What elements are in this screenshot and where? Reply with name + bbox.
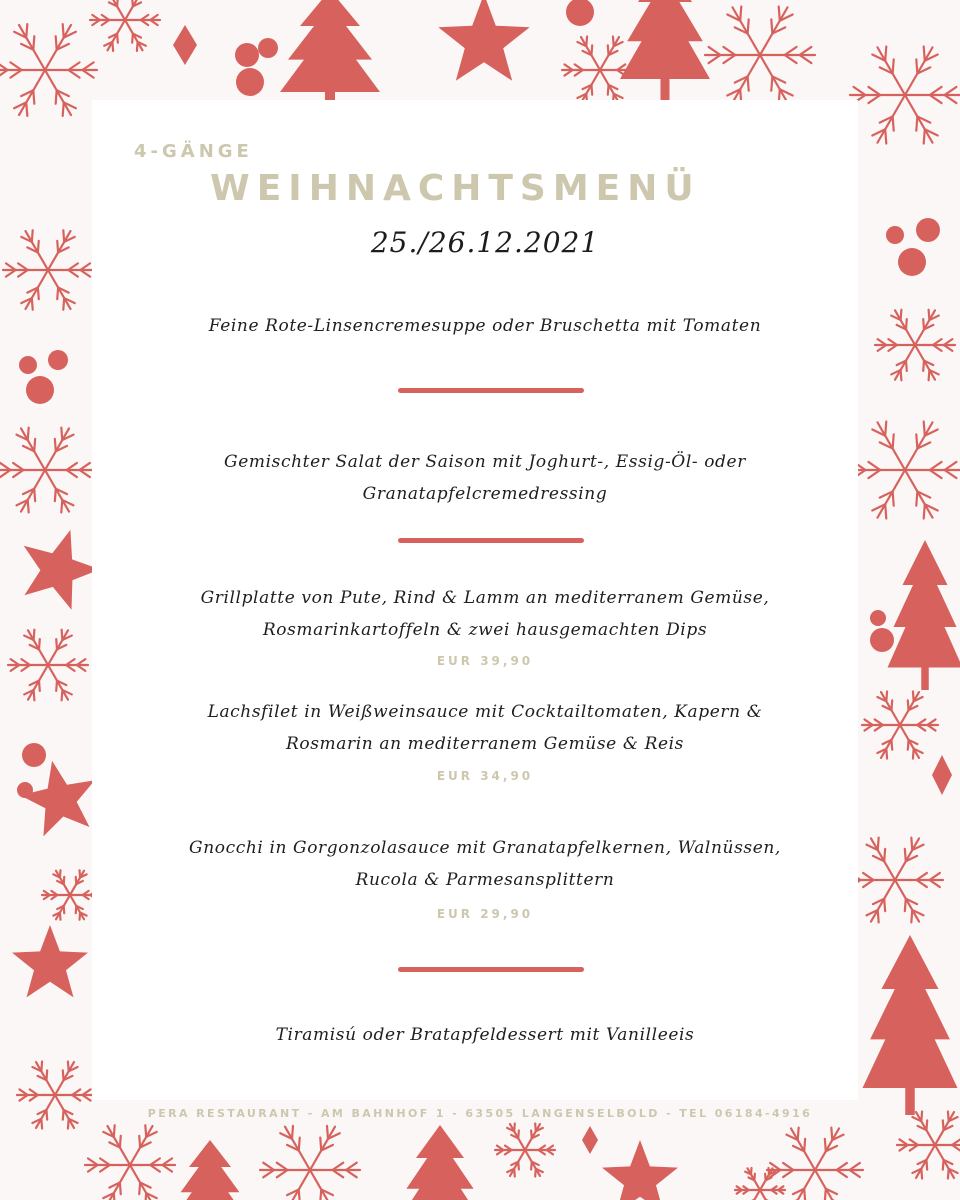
menu-kicker: 4-GÄNGE [134,141,253,162]
divider-2 [398,538,584,543]
course-main-gnocchi-line-2: Rucola & Parmesansplittern [355,870,615,890]
star-icon [438,0,529,81]
star-icon [12,925,88,997]
snowflake-icon [862,691,938,758]
christmas-tree-icon [620,0,710,100]
divider-3 [398,967,584,972]
restaurant-footer: PERA RESTAURANT - AM BAHNHOF 1 - 63505 LANGENSELBOLD - TEL 06184-4916 [147,1107,813,1120]
ornament-ball-icon [916,218,940,242]
course-starter-line-1: Feine Rote-Linsencremesuppe oder Bruschetta mit Tomaten [208,316,762,336]
snowflake-icon [850,421,960,518]
christmas-tree-icon [400,1125,480,1200]
course-salad [140,446,830,510]
ornament-ball-icon [236,68,264,96]
menu-date: 25./26.12.2021 [370,226,600,259]
snowflake-icon [8,630,88,701]
ornament-ball-icon [235,43,259,67]
course-main-salmon [140,696,830,760]
ornament-ball-icon [870,610,886,626]
ornament-ball-icon [566,0,594,26]
course-main-gnocchi [140,832,830,896]
snowflake-icon [90,0,160,51]
snowflake-icon [85,1125,175,1200]
course-dessert [140,1019,830,1051]
christmas-tree-icon [863,935,958,1115]
ornament-ball-icon [886,226,904,244]
diamond-icon [582,1126,598,1154]
snowflake-icon [260,1126,360,1200]
course-salad-line-1: Gemischter Salat der Saison mit Joghurt-, Essig-Öl- oder [224,452,746,472]
course-main-salmon-line-2: Rosmarin an mediterranem Gemüse & Reis [286,734,684,754]
ornament-ball-icon [26,376,54,404]
ornament-ball-icon [19,356,37,374]
ornament-ball-icon [22,743,46,767]
course-main-grill [140,582,830,646]
diamond-icon [173,25,197,65]
snowflake-icon [0,428,93,513]
christmas-tree-icon [280,0,380,110]
snowflake-icon [847,838,943,923]
star-icon [20,761,95,837]
course-main-gnocchi-line-1: Gnocchi in Gorgonzolasauce mit Granatapfelkernen, Walnüssen, [189,838,781,858]
snowflake-icon [0,24,97,116]
divider-1 [398,388,584,393]
course-main-grill-line-1: Grillplatte von Pute, Rind & Lamm an mediterranem Gemüse, [200,588,770,608]
ornament-ball-icon [898,248,926,276]
price-grill: EUR 39,90 [436,654,534,668]
snowflake-icon [42,870,98,919]
snowflake-icon [897,1111,960,1178]
course-salad-line-2: Granatapfelcremedressing [362,484,608,504]
snowflake-icon [850,46,960,143]
snowflake-icon [495,1124,555,1177]
price-gnocchi: EUR 29,90 [436,907,534,921]
christmas-tree-icon [888,540,960,690]
star-icon [602,1140,678,1200]
snowflake-icon [705,6,815,103]
snowflake-icon [3,230,93,309]
snowflake-icon [875,310,955,381]
price-salmon: EUR 34,90 [436,769,534,783]
course-main-grill-line-2: Rosmarinkartoffeln & zwei hausgemachten Dips [262,620,708,640]
diamond-icon [932,755,952,795]
ornament-ball-icon [48,350,68,370]
ornament-ball-icon [258,38,278,58]
course-starter [140,310,830,342]
snowflake-icon [17,1061,93,1128]
christmas-tree-icon [175,1140,245,1200]
course-main-salmon-line-1: Lachsfilet in Weißweinsauce mit Cocktailtomaten, Kapern & [207,702,763,722]
star-icon [24,530,100,610]
menu-title: WEIHNACHTSMENÜ [210,168,701,209]
ornament-ball-icon [870,628,894,652]
course-dessert-line-1: Tiramisú oder Bratapfeldessert mit Vanilleeis [275,1025,695,1045]
